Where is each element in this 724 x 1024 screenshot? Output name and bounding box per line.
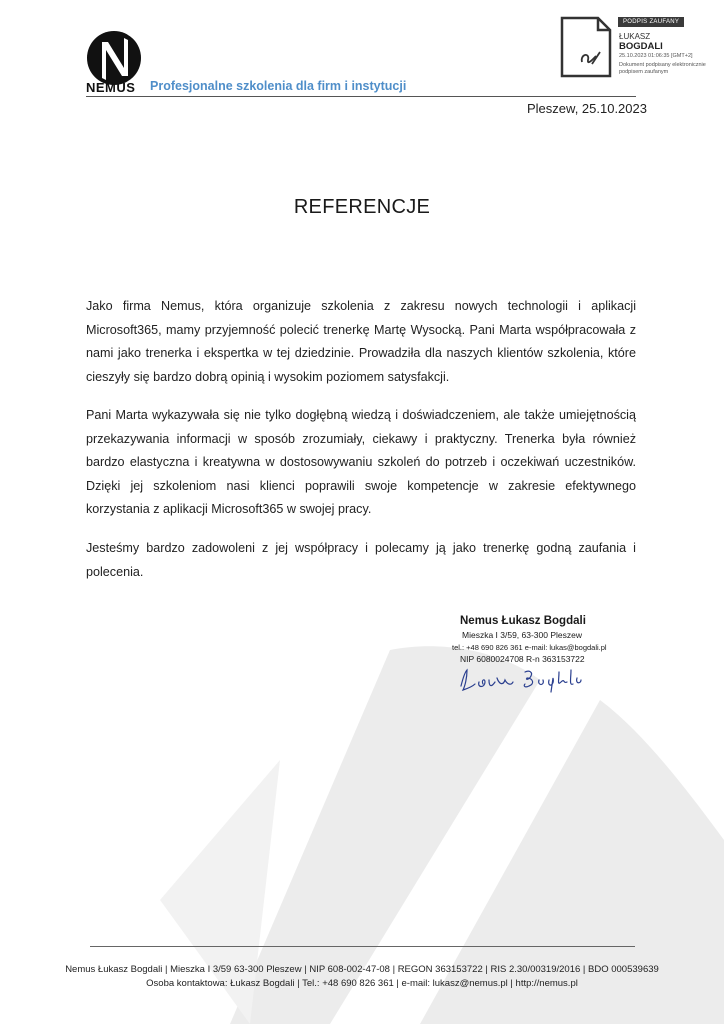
stamp-company: Nemus Łukasz Bogdali bbox=[460, 615, 586, 627]
signer-first-name: ŁUKASZ bbox=[619, 32, 651, 41]
paragraph-2: Pani Marta wykazywała się nie tylko dogłębną wiedzą i doświadczeniem, ale także umiejętnością przekazywania informacji w sposób zrozumiały, ciekawy i praktyczny. Trenerka była również bardzo elastyczna i kreatywna w dostosowywaniu szkoleń do potrzeb i oczekiwań uczestników. Dzięki jej szkoleniom nasi klienci poprawili swoje kompetencje w zakresie efektywnego korzystania z aplikacji Microsoft365 w swojej pracy. bbox=[86, 408, 636, 516]
stamp-ids: NIP 6080024708 R-n 363153722 bbox=[460, 654, 585, 664]
logo-text: NEMUS bbox=[86, 80, 136, 95]
paragraph-3: Jesteśmy bardzo zadowoleni z jej współpracy i polecamy ją jako trenerkę godną zaufania i polecenia. bbox=[86, 541, 636, 579]
handwritten-signature bbox=[455, 664, 585, 694]
stamp-contact: tel.: +48 690 826 361 e-mail: lukas@bogdali.pl bbox=[452, 643, 607, 652]
footer-company-info: Nemus Łukasz Bogdali | Mieszka I 3/59 63-300 Pleszew | NIP 608-002-47-08 | REGON 363153722 | RIS 2.30/00319/2016 | BDO 000539639 bbox=[65, 964, 659, 975]
document-date: Pleszew, 25.10.2023 bbox=[527, 101, 647, 116]
company-tagline: Profesjonalne szkolenia dla firm i instytucji bbox=[150, 79, 407, 93]
document-title: REFERENCJE bbox=[293, 196, 431, 218]
stamp-address: Mieszka I 3/59, 63-300 Pleszew bbox=[462, 630, 583, 640]
signature-datetime: 25.10.2023 01:06:35 [GMT+2] bbox=[619, 53, 693, 59]
signature-note: Dokument podpisany elektronicznie podpisem zaufanym bbox=[619, 62, 706, 75]
paragraph-1: Jako firma Nemus, która organizuje szkolenia z zakresu nowych technologii i aplikacji Microsoft365, mamy przyjemność polecić trenerkę Martę Wysocką. Pani Marta współpracowała z nami jako trenerka i ekspertka w tej dziedzinie. Prowadziła dla naszych klientów szkolenia, które cieszyły się bardzo dobrą opinią i wysokim poziomem satysfakcji. bbox=[86, 299, 636, 384]
company-stamp bbox=[450, 615, 607, 664]
signed-document-icon bbox=[560, 16, 612, 78]
trusted-signature-badge: PODPIS ZAUFANY bbox=[618, 17, 684, 27]
footer-divider bbox=[90, 946, 635, 947]
footer-contact-info: Osoba kontaktowa: Łukasz Bogdali | Tel.: +48 690 826 361 | e-mail: lukasz@nemus.pl | http://nemus.pl bbox=[146, 978, 578, 989]
header-divider bbox=[86, 96, 636, 97]
signer-last-name: BOGDALI bbox=[619, 41, 663, 52]
